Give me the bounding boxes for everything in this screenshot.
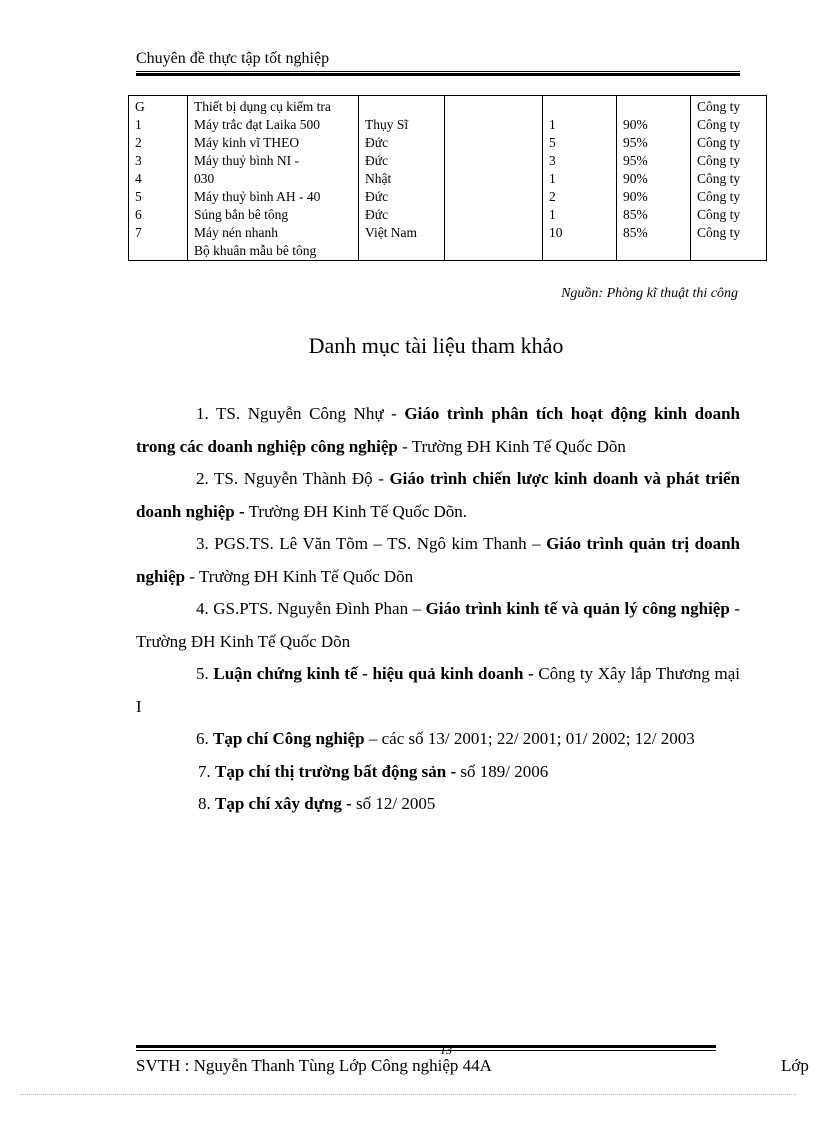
page-number: 13 — [440, 1043, 452, 1057]
page-header-title: Chuyên đề thực tập tốt nghiệp — [136, 50, 330, 67]
table-cell — [445, 224, 543, 242]
table-cell: 95% — [617, 134, 691, 152]
table-cell: 2 — [129, 134, 188, 152]
equipment-table-body — [129, 96, 767, 261]
reference-item-5 — [136, 658, 740, 723]
reference-item-2 — [136, 463, 740, 528]
table-cell: Nhật — [359, 170, 445, 188]
ref-title: Giáo trình quản trị doanh nghiệp — [136, 534, 740, 586]
table-cell: Máy thuỷ bình AH - 40 — [188, 188, 359, 206]
ref-title: Giáo trình chiến lược kinh doanh và phát triển doanh nghiệp - — [136, 469, 741, 521]
table-cell: G — [129, 96, 188, 117]
table-row — [129, 134, 767, 152]
table-cell: 6 — [129, 206, 188, 224]
table-cell — [445, 134, 543, 152]
ref-title: Tạp chí Công nghiệp — [213, 729, 365, 748]
reference-item-7 — [136, 756, 740, 789]
table-cell — [691, 242, 767, 261]
table-row — [129, 206, 767, 224]
table-row — [129, 224, 767, 242]
table-row — [129, 152, 767, 170]
table-cell: 4 — [129, 170, 188, 188]
reference-item-4 — [136, 593, 740, 658]
ref-author: 7. — [198, 761, 215, 781]
table-cell — [617, 242, 691, 261]
table-cell: Công ty — [691, 134, 767, 152]
table-cell — [129, 242, 188, 261]
table-row — [129, 96, 767, 117]
ref-publisher: Trường ĐH Kinh Tế Quốc Dõn. — [244, 501, 468, 521]
ref-author: 1. TS. Nguyễn Công Nhự - — [196, 404, 405, 423]
table-cell: Công ty — [691, 206, 767, 224]
table-cell — [445, 152, 543, 170]
table-cell — [359, 96, 445, 117]
ref-author: 4. GS.PTS. Nguyễn Đình Phan – — [196, 599, 426, 618]
ref-title: Giáo trình kinh tế và quản lý công nghiệp — [425, 599, 730, 618]
table-cell: 85% — [617, 206, 691, 224]
table-cell: Đức — [359, 134, 445, 152]
table-cell — [445, 96, 543, 117]
footer-rule-thin — [136, 1050, 716, 1051]
ref-author: 6. — [196, 729, 213, 748]
table-cell: 3 — [543, 152, 617, 170]
table-cell: Máy kinh vĩ THEO — [188, 134, 359, 152]
ref-author: 3. PGS.TS. Lê Văn Tõm – TS. Ngô kim Thanh – — [196, 534, 547, 553]
table-cell: 1 — [129, 116, 188, 134]
table-cell: Đức — [359, 206, 445, 224]
ref-author: 2. TS. Nguyễn Thành Độ - — [196, 469, 390, 488]
ref-title: Tạp chí thị trường bất động sản - — [215, 761, 457, 781]
ref-title: Luận chứng kinh tế - hiệu quả kinh doanh - — [213, 664, 534, 683]
footer-student: SVTH : Nguyễn Thanh Tùng Lớp Công nghiệp 44A — [136, 1056, 492, 1075]
table-cell: 5 — [543, 134, 617, 152]
table-cell: Công ty — [691, 116, 767, 134]
ref-publisher: số 12/ 2005 — [351, 794, 436, 813]
table-cell: Đức — [359, 152, 445, 170]
ref-author: 8. — [198, 794, 215, 813]
footer-right-label: Lớp — [781, 1056, 809, 1075]
references-list — [136, 398, 740, 821]
table-row — [129, 188, 767, 206]
footer-rule-thick — [136, 1045, 716, 1048]
table-cell: Công ty — [691, 170, 767, 188]
reference-item-8 — [136, 788, 740, 821]
table-cell: 90% — [617, 170, 691, 188]
table-cell: 030 — [188, 170, 359, 188]
table-cell — [445, 206, 543, 224]
table-cell: 1 — [543, 170, 617, 188]
reference-item-1 — [136, 398, 740, 463]
table-row — [129, 116, 767, 134]
table-cell — [543, 242, 617, 261]
ref-title: Giáo trình phân tích hoạt động kinh doanh trong các doanh nghiệp công nghiệp — [136, 404, 740, 456]
reference-item-6 — [136, 723, 740, 756]
table-cell: 7 — [129, 224, 188, 242]
table-cell: 1 — [543, 206, 617, 224]
table-cell: Việt Nam — [359, 224, 445, 242]
ref-publisher: - Trường ĐH Kinh Tế Quốc Dõn — [185, 566, 414, 586]
table-cell: Máy thuỷ bình NI - — [188, 152, 359, 170]
table-cell: 85% — [617, 224, 691, 242]
table-cell — [617, 96, 691, 117]
ref-title: Tạp chí xây dựng - — [215, 794, 352, 813]
table-cell — [543, 96, 617, 117]
table-cell: 10 — [543, 224, 617, 242]
references-title: Danh mục tài liệu tham khảo — [308, 333, 564, 358]
table-cell: 95% — [617, 152, 691, 170]
table-cell: 90% — [617, 116, 691, 134]
table-cell: Công ty — [691, 152, 767, 170]
table-cell — [445, 170, 543, 188]
ref-publisher: – các số 13/ 2001; 22/ 2001; 01/ 2002; 12/ 2003 — [364, 729, 695, 748]
table-cell: Thụy Sĩ — [359, 116, 445, 134]
table-cell — [445, 116, 543, 134]
page-edge-dotted — [20, 1094, 796, 1095]
source-note: Nguồn: Phòng kĩ thuật thi công — [561, 286, 738, 301]
table-cell — [445, 188, 543, 206]
table-cell: 2 — [543, 188, 617, 206]
table-cell: Thiết bị dụng cụ kiểm tra — [188, 96, 359, 117]
table-cell: 90% — [617, 188, 691, 206]
ref-publisher: số 189/ 2006 — [456, 761, 549, 781]
table-row — [129, 242, 767, 261]
table-cell — [359, 242, 445, 261]
table-cell: Bộ khuân mẫu bê tông — [188, 242, 359, 261]
table-cell: 1 — [543, 116, 617, 134]
table-cell: Máy nén nhanh — [188, 224, 359, 242]
ref-publisher: - Trường ĐH Kinh Tế Quốc Dõn — [136, 599, 740, 651]
ref-publisher: - Trường ĐH Kinh Tế Quốc Dõn — [397, 436, 626, 456]
table-cell: Máy trắc đạt Laika 500 — [188, 116, 359, 134]
header-rule-thin — [136, 71, 740, 72]
table-cell: Công ty — [691, 224, 767, 242]
table-cell: 5 — [129, 188, 188, 206]
header-rule-thick — [136, 73, 740, 76]
table-cell: 3 — [129, 152, 188, 170]
table-cell: Súng bắn bê tông — [188, 206, 359, 224]
table-cell: Đức — [359, 188, 445, 206]
reference-item-3 — [136, 528, 740, 593]
ref-publisher: Công ty Xây lắp Thương mại I — [136, 664, 740, 716]
table-cell — [445, 242, 543, 261]
table-cell: Công ty — [691, 188, 767, 206]
equipment-table — [128, 95, 767, 261]
ref-author: 5. — [196, 664, 214, 683]
table-row — [129, 170, 767, 188]
table-cell: Công ty — [691, 96, 767, 117]
